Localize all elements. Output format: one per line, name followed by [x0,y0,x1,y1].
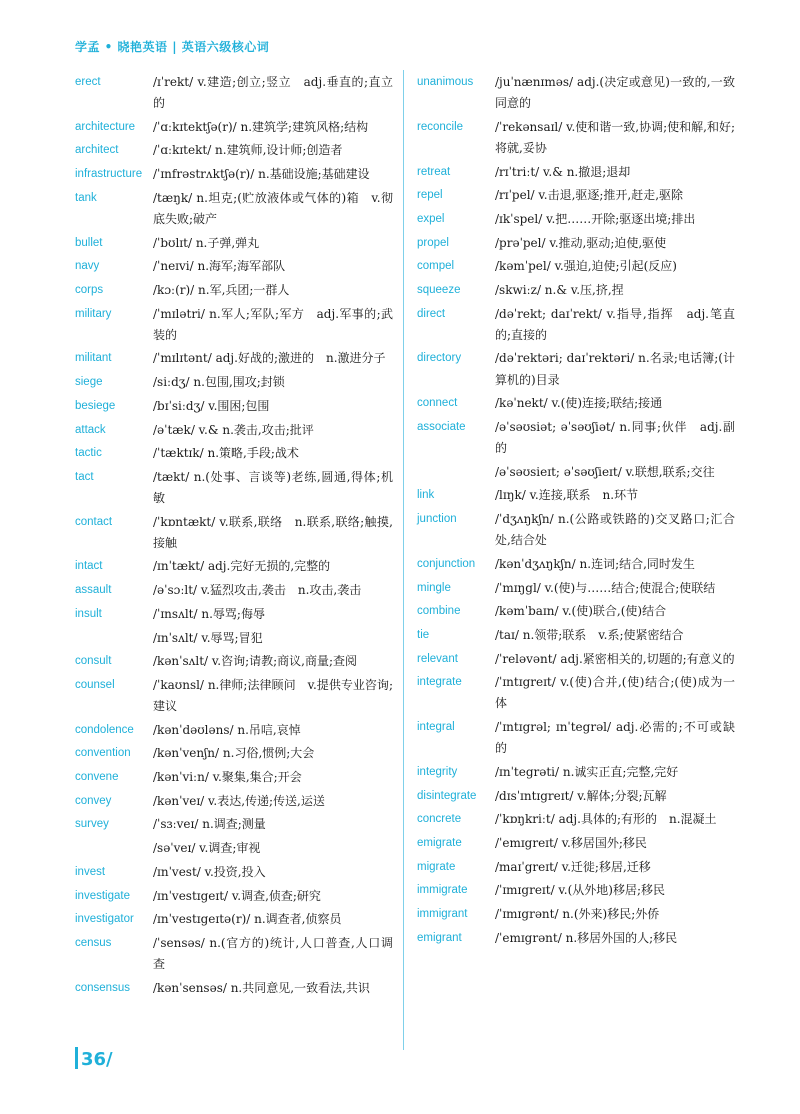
headword: erect [75,76,101,88]
definition: /prəˈpel/ v.推动,驱动;迫使,驱使 [495,235,667,250]
definition: /kəˈnekt/ v.(使)连接;联结;接通 [495,396,663,411]
vocab-entry [75,604,403,625]
vocab-entry [75,256,403,277]
headword: convey [75,794,112,807]
definition: /kənˈdʒʌŋkʃn/ n.连词;结合,同时发生 [495,556,695,571]
vocab-entry [75,348,403,369]
definition: /maɪˈgreɪt/ v.迁徙;移居,迁移 [495,859,651,874]
headword: migrate [417,860,456,873]
vocab-entry [75,651,403,672]
definition: /ˈkaʊnsl/ n.律师;法律顾问 v.提供专业咨询;建议 [153,677,393,713]
headword: unanimous [417,76,474,88]
definition: /dɪsˈɪntɪgreɪt/ v.解体;分裂;瓦解 [495,788,667,803]
vocab-entry [417,462,745,483]
definition: /kɔː(r)/ n.军,兵团;一群人 [153,283,290,297]
headword: disintegrate [417,789,477,802]
vocab-entry [417,417,745,459]
left-column [75,72,403,1001]
definition: /juˈnænɪməs/ adj.(决定或意见)一致的,一致同意的 [495,75,735,111]
vocab-entry [75,280,403,301]
headword: architect [75,144,119,157]
vocab-entry [75,164,403,185]
vocab-entry [75,467,403,509]
headword: consensus [75,981,130,994]
headword: convention [75,747,131,760]
page-footer [75,1047,113,1070]
headword: connect [417,397,458,410]
vocab-entry [417,162,745,183]
definition: /kənˈsensəs/ n.共同意见,一致看法,共识 [153,980,370,995]
headword: military [75,307,112,320]
headword: assault [75,584,112,597]
right-column [417,72,745,951]
book-title: 学孟 • 晓艳英语 | 英语六级核心词 [75,40,270,54]
vocab-entry [417,348,745,390]
headword: concrete [417,813,462,826]
vocab-entry [75,933,403,975]
vocab-entry [75,420,403,441]
headword: link [417,489,435,502]
definition: /əˈsəʊsieɪt; əˈsəʊʃieɪt/ v.联想,联系;交往 [495,464,715,479]
vocab-entry [75,862,403,883]
vocab-entry [417,256,745,277]
definition: /ˈɪmɪgreɪt/ v.(从外地)移居;移民 [495,883,666,898]
definition: /ˈreləvənt/ adj.紧密相关的,切题的;有意义的 [495,651,735,666]
headword: investigate [75,889,130,902]
vocab-entry [417,233,745,254]
definition: /dəˈrekt; daɪˈrekt/ v.指导,指挥 adj.笔直的;直接的 [495,306,735,342]
vocab-entry [75,304,403,346]
definition: /ˈemɪgrənt/ n.移居外国的人;移民 [495,930,678,945]
definition: /ˈemɪgreɪt/ v.移居国外;移民 [495,835,647,850]
vocab-entry [75,628,403,649]
vocab-entry [75,909,403,930]
definition: /ɪnˈtegrəti/ n.诚实正直;完整,完好 [495,764,679,779]
headword: counsel [75,678,115,691]
vocab-entry [417,928,745,949]
definition: /ˈɪntɪgreɪt/ v.(使)合并,(使)结合;(使)成为一体 [495,675,735,711]
vocab-entry [75,791,403,812]
headword: integral [417,721,455,734]
definition: /ˈtæktɪk/ n.策略,手段;战术 [153,446,299,461]
definition: /əˈsɔːlt/ v.猛烈攻击,袭击 n.攻击,袭击 [153,583,362,598]
page-number-bar [75,1047,78,1069]
vocab-entry [75,233,403,254]
headword: intact [75,560,103,573]
headword: integrity [417,765,458,778]
vocab-entry [417,509,745,551]
definition: /ˈkɒntækt/ v.联系,联络 n.联系,联络;触摸,接触 [153,514,393,550]
definition: /ˈmɪlətri/ n.军人;军队;军方 adj.军事的;武装的 [153,306,393,342]
definition: /rɪˈtriːt/ v.& n.撤退;退却 [495,164,631,179]
headword: emigrant [417,931,462,944]
headword: consult [75,655,112,668]
vocab-entry [75,372,403,393]
vocab-entry [417,717,745,759]
definition: /kənˈdəʊləns/ n.吊唁,哀悼 [153,722,301,737]
headword: junction [417,513,457,526]
vocab-entry [417,762,745,783]
vocab-entry [75,188,403,230]
headword: mingle [417,581,451,594]
vocab-entry [75,556,403,577]
vocab-entry [417,280,745,301]
vocab-entry [417,117,745,159]
headword: squeeze [417,284,461,296]
vocab-entry [75,838,403,859]
definition: /kənˈsʌlt/ v.咨询;请教;商议,商量;查阅 [153,654,358,669]
definition: /ˈsɜːveɪ/ n.调查;测量 [153,817,266,832]
headword: survey [75,818,109,831]
headword: attack [75,423,106,436]
headword: condolence [75,723,134,736]
definition: /ˈrekənsaɪl/ v.使和谐一致,协调;使和解,和好;将就,妥协 [495,119,736,155]
definition: /ɪnˈvest/ v.投资,投入 [153,864,266,879]
definition: /ˈɑːkɪtektʃə(r)/ n.建筑学;建筑风格;结构 [153,119,369,134]
definition: /kəmˈpel/ v.强迫,迫使;引起(反应) [495,259,677,274]
vocab-entry [75,978,403,999]
headword: contact [75,515,113,528]
headword: corps [75,284,104,296]
headword: combine [417,605,461,618]
headword: navy [75,260,100,273]
vocab-entry [417,672,745,714]
vocab-entry [75,140,403,161]
vocab-entry [417,485,745,506]
vocab-entry [75,117,403,138]
definition: /ˈdʒʌŋkʃn/ n.(公路或铁路的)交叉路口;汇合处,结合处 [495,512,735,548]
headword: integrate [417,676,462,689]
headword: directory [417,352,462,365]
column-divider [403,70,404,1050]
headword: tank [75,191,97,204]
definition: /ˈɪnsʌlt/ n.辱骂;侮辱 [153,606,265,621]
page-header [75,38,269,55]
definition: /ɪkˈspel/ v.把……开除;驱逐出境;排出 [495,211,696,226]
definition: /kəmˈbaɪn/ v.(使)联合,(使)结合 [495,604,667,619]
definition: /ˈɪnfrəstrʌktʃə(r)/ n.基础设施;基础建设 [153,167,370,182]
definition: /əˈsəʊsiət; əˈsəʊʃiət/ n.同事;伙伴 adj.副的 [495,419,735,456]
definition: /ˈɑːkɪtekt/ n.建筑师,设计师;创造者 [153,143,343,158]
vocab-entry [417,833,745,854]
vocab-entry [417,185,745,206]
vocab-entry [75,720,403,741]
definition: /ɪnˈvestɪgeɪtə(r)/ n.调查者,侦察员 [153,912,342,927]
definition: /ˈmɪlɪtənt/ adj.好战的;激进的 n.激进分子 [153,351,386,366]
definition: /ɪnˈsʌlt/ v.辱骂;冒犯 [153,630,263,645]
headword: militant [75,352,112,365]
headword: reconcile [417,120,464,133]
headword: insult [75,607,102,620]
page-number: 36/ [81,1049,113,1070]
vocab-entry [75,396,403,417]
vocab-entry [75,512,403,554]
definition: /ˈmɪŋgl/ v.(使)与……结合;使混合;使联结 [495,580,716,595]
definition: /ˈbʊlɪt/ n.子弹,弹丸 [153,235,260,250]
headword: immigrant [417,908,468,920]
vocab-entry [75,767,403,788]
vocab-entry [417,857,745,878]
headword: direct [417,307,446,320]
definition: /taɪ/ n.领带;联系 v.系;使紧密结合 [495,627,684,642]
headword: emigrate [417,836,462,849]
definition: /ɪˈrekt/ v.建造;创立;竖立 adj.垂直的;直立的 [153,75,393,111]
headword: immigrate [417,884,468,897]
headword: relevant [417,652,458,665]
headword: compel [417,260,455,273]
headword: retreat [417,165,451,178]
vocab-entry [417,72,745,114]
vocab-entry [417,554,745,575]
headword: associate [417,420,466,433]
headword: tie [417,628,430,641]
vocab-entry [417,625,745,646]
headword: architecture [75,120,136,133]
definition: /ɪnˈtækt/ adj.完好无损的,完整的 [153,559,331,574]
definition: /ˈsensəs/ n.(官方的)统计,人口普查,人口调查 [153,935,393,971]
headword: tact [75,470,94,483]
definition: /ˈɪntɪgrəl; ɪnˈtegrəl/ adj.必需的;不可或缺的 [495,720,735,756]
headword: tactic [75,447,102,460]
vocab-entry [75,675,403,717]
definition: /ˈneɪvi/ n.海军;海军部队 [153,259,286,274]
definition: /kənˈviːn/ v.聚集,集合;开会 [153,770,302,785]
definition: /əˈtæk/ v.& n.袭击,攻击;批评 [153,422,314,437]
definition: /kənˈveɪ/ v.表达,传递;传送,运送 [153,793,325,808]
vocab-entry [417,578,745,599]
vocab-entry [417,393,745,414]
headword: siege [75,376,103,389]
vocab-entry [417,209,745,230]
definition: /bɪˈsiːdʒ/ v.围困;包围 [153,398,270,413]
vocab-entry [417,904,745,925]
definition: /ˈkɒŋkriːt/ adj.具体的;有形的 n.混凝土 [495,812,717,827]
definition: /kənˈvenʃn/ n.习俗,惯例;大会 [153,746,315,761]
definition: /ˈɪmɪgrənt/ n.(外来)移民;外侨 [495,907,660,921]
definition: /tæŋk/ n.坦克;(贮放液体或气体的)箱 v.彻底失败;破产 [153,190,393,226]
headword: invest [75,865,106,878]
vocab-entry [75,886,403,907]
definition: /ɪnˈvestɪgeɪt/ v.调查,侦查;研究 [153,888,321,903]
vocab-entry [417,786,745,807]
headword: conjunction [417,557,476,570]
definition: /tækt/ n.(处事、言谈等)老练,圆通,得体;机敏 [153,469,393,505]
headword: investigator [75,913,134,926]
vocab-entry [75,443,403,464]
definition: /səˈveɪ/ v.调查;审视 [153,841,261,856]
headword: besiege [75,399,116,412]
headword: propel [417,236,449,249]
vocab-entry [417,649,745,670]
headword: census [75,936,112,949]
definition: /rɪˈpel/ v.击退,驱逐;推开,赶走,驱除 [495,188,684,203]
headword: infrastructure [75,168,143,181]
definition: /dəˈrektəri; daɪˈrektəri/ n.名录;电话簿;(计算机的)目录 [495,351,735,387]
vocab-entry [417,601,745,622]
vocab-entry [417,809,745,830]
vocab-entry [75,743,403,764]
vocab-entry [75,814,403,835]
vocab-entry [417,304,745,346]
vocab-entry [75,72,403,114]
headword: bullet [75,236,103,249]
definition: /siːdʒ/ n.包围,围攻;封锁 [153,375,285,390]
definition: /skwiːz/ n.& v.压,挤,捏 [495,283,624,297]
definition: /lɪŋk/ v.连接,联系 n.环节 [495,488,639,503]
vocab-entry [75,580,403,601]
headword: convene [75,771,119,784]
vocab-entry [417,880,745,901]
headword: repel [417,189,443,202]
headword: expel [417,212,445,225]
